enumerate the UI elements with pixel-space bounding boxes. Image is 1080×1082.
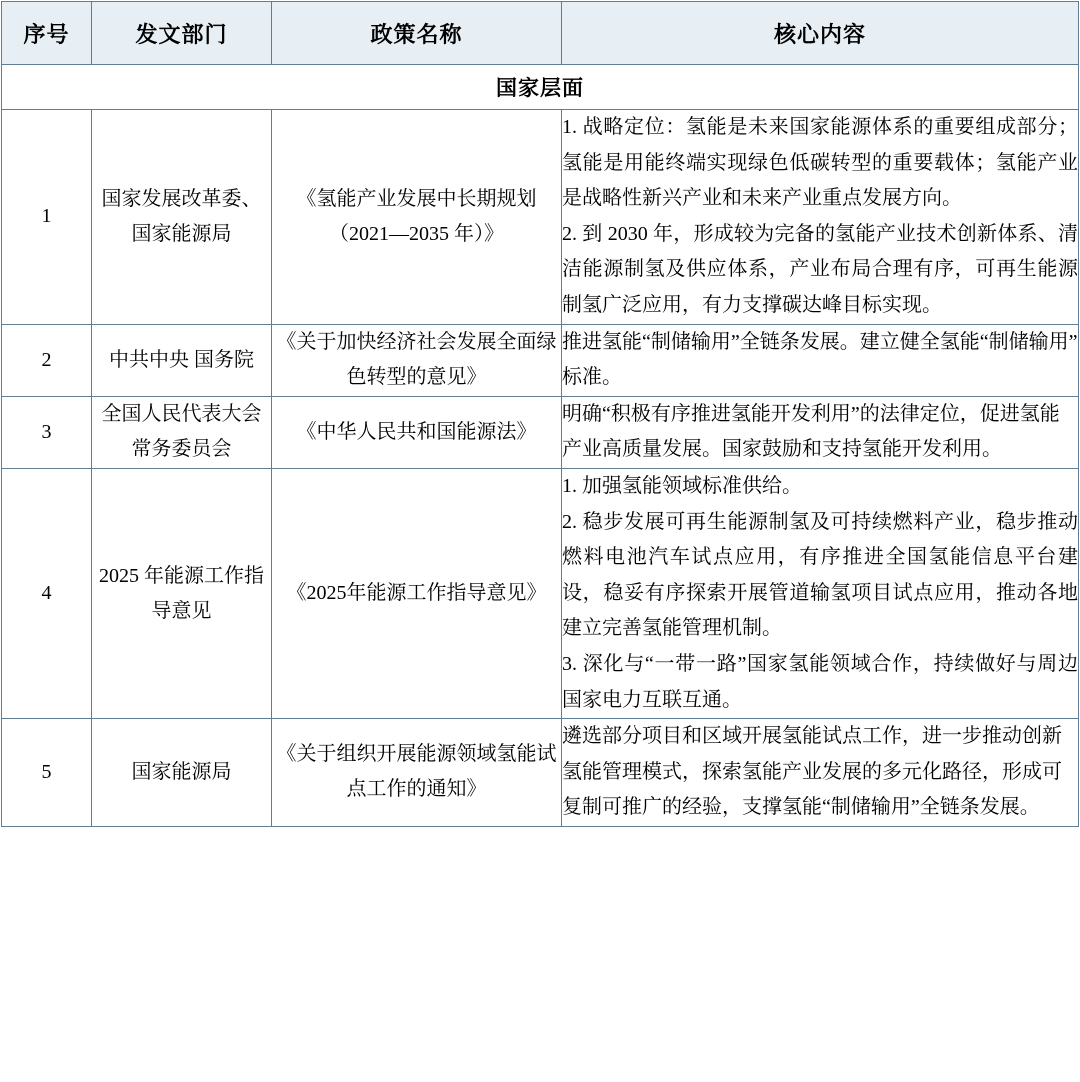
row-core-content: 1. 战略定位：氢能是未来国家能源体系的重要组成部分；氢能是用能终端实现绿色低碳转型的重要载体；氢能产业是战略性新兴产业和未来产业重点发展方向。 2. 到 2030 年，形成较为完备的氢能产业技术创新体系、清洁能源制氢及供应体系，产业布局合理有序，可再生能源制氢广泛应用，有力支撑碳达峰目标实现。 bbox=[562, 110, 1079, 325]
row-core-content: 明确“积极有序推进氢能开发利用”的法律定位，促进氢能产业高质量发展。国家鼓励和支持氢能开发利用。 bbox=[562, 396, 1079, 468]
table-row bbox=[2, 719, 1079, 827]
row-core-content: 遴选部分项目和区域开展氢能试点工作，进一步推动创新氢能管理模式，探索氢能产业发展的多元化路径，形成可复制可推广的经验，支撑氢能“制储输用”全链条发展。 bbox=[562, 719, 1079, 827]
row-core-content: 1. 加强氢能领域标准供给。 2. 稳步发展可再生能源制氢及可持续燃料产业，稳步推动燃料电池汽车试点应用，有序推进全国氢能信息平台建设，稳妥有序探索开展管道输氢项目试点应用，推动各地建立完善氢能管理机制。 3. 深化与“一带一路”国家氢能领域合作，持续做好与周边国家电力互联互通。 bbox=[562, 468, 1079, 718]
row-index: 4 bbox=[2, 468, 92, 718]
column-header-index: 序号 bbox=[2, 2, 92, 65]
table-row bbox=[2, 110, 1079, 325]
row-policy-name: 《关于加快经济社会发展全面绿色转型的意见》 bbox=[272, 324, 562, 396]
row-index: 2 bbox=[2, 324, 92, 396]
row-department: 全国人民代表大会常务委员会 bbox=[92, 396, 272, 468]
table-row bbox=[2, 468, 1079, 718]
column-header-core-content: 核心内容 bbox=[562, 2, 1079, 65]
row-department: 国家能源局 bbox=[92, 719, 272, 827]
column-header-department: 发文部门 bbox=[92, 2, 272, 65]
row-index: 3 bbox=[2, 396, 92, 468]
section-header-row bbox=[2, 65, 1079, 110]
row-core-content: 推进氢能“制储输用”全链条发展。建立健全氢能“制储输用”标准。 bbox=[562, 324, 1079, 396]
row-policy-name: 《氢能产业发展中长期规划（2021—2035 年）》 bbox=[272, 110, 562, 325]
table-row bbox=[2, 324, 1079, 396]
row-policy-name: 《关于组织开展能源领域氢能试点工作的通知》 bbox=[272, 719, 562, 827]
table-row bbox=[2, 396, 1079, 468]
row-index: 5 bbox=[2, 719, 92, 827]
row-policy-name: 《2025年能源工作指导意见》 bbox=[272, 468, 562, 718]
policy-table bbox=[1, 1, 1079, 827]
column-header-policy-name: 政策名称 bbox=[272, 2, 562, 65]
section-title: 国家层面 bbox=[2, 65, 1079, 110]
table-header-row bbox=[2, 2, 1079, 65]
row-department: 2025 年能源工作指导意见 bbox=[92, 468, 272, 718]
row-department: 中共中央 国务院 bbox=[92, 324, 272, 396]
row-index: 1 bbox=[2, 110, 92, 325]
row-department: 国家发展改革委、国家能源局 bbox=[92, 110, 272, 325]
row-policy-name: 《中华人民共和国能源法》 bbox=[272, 396, 562, 468]
